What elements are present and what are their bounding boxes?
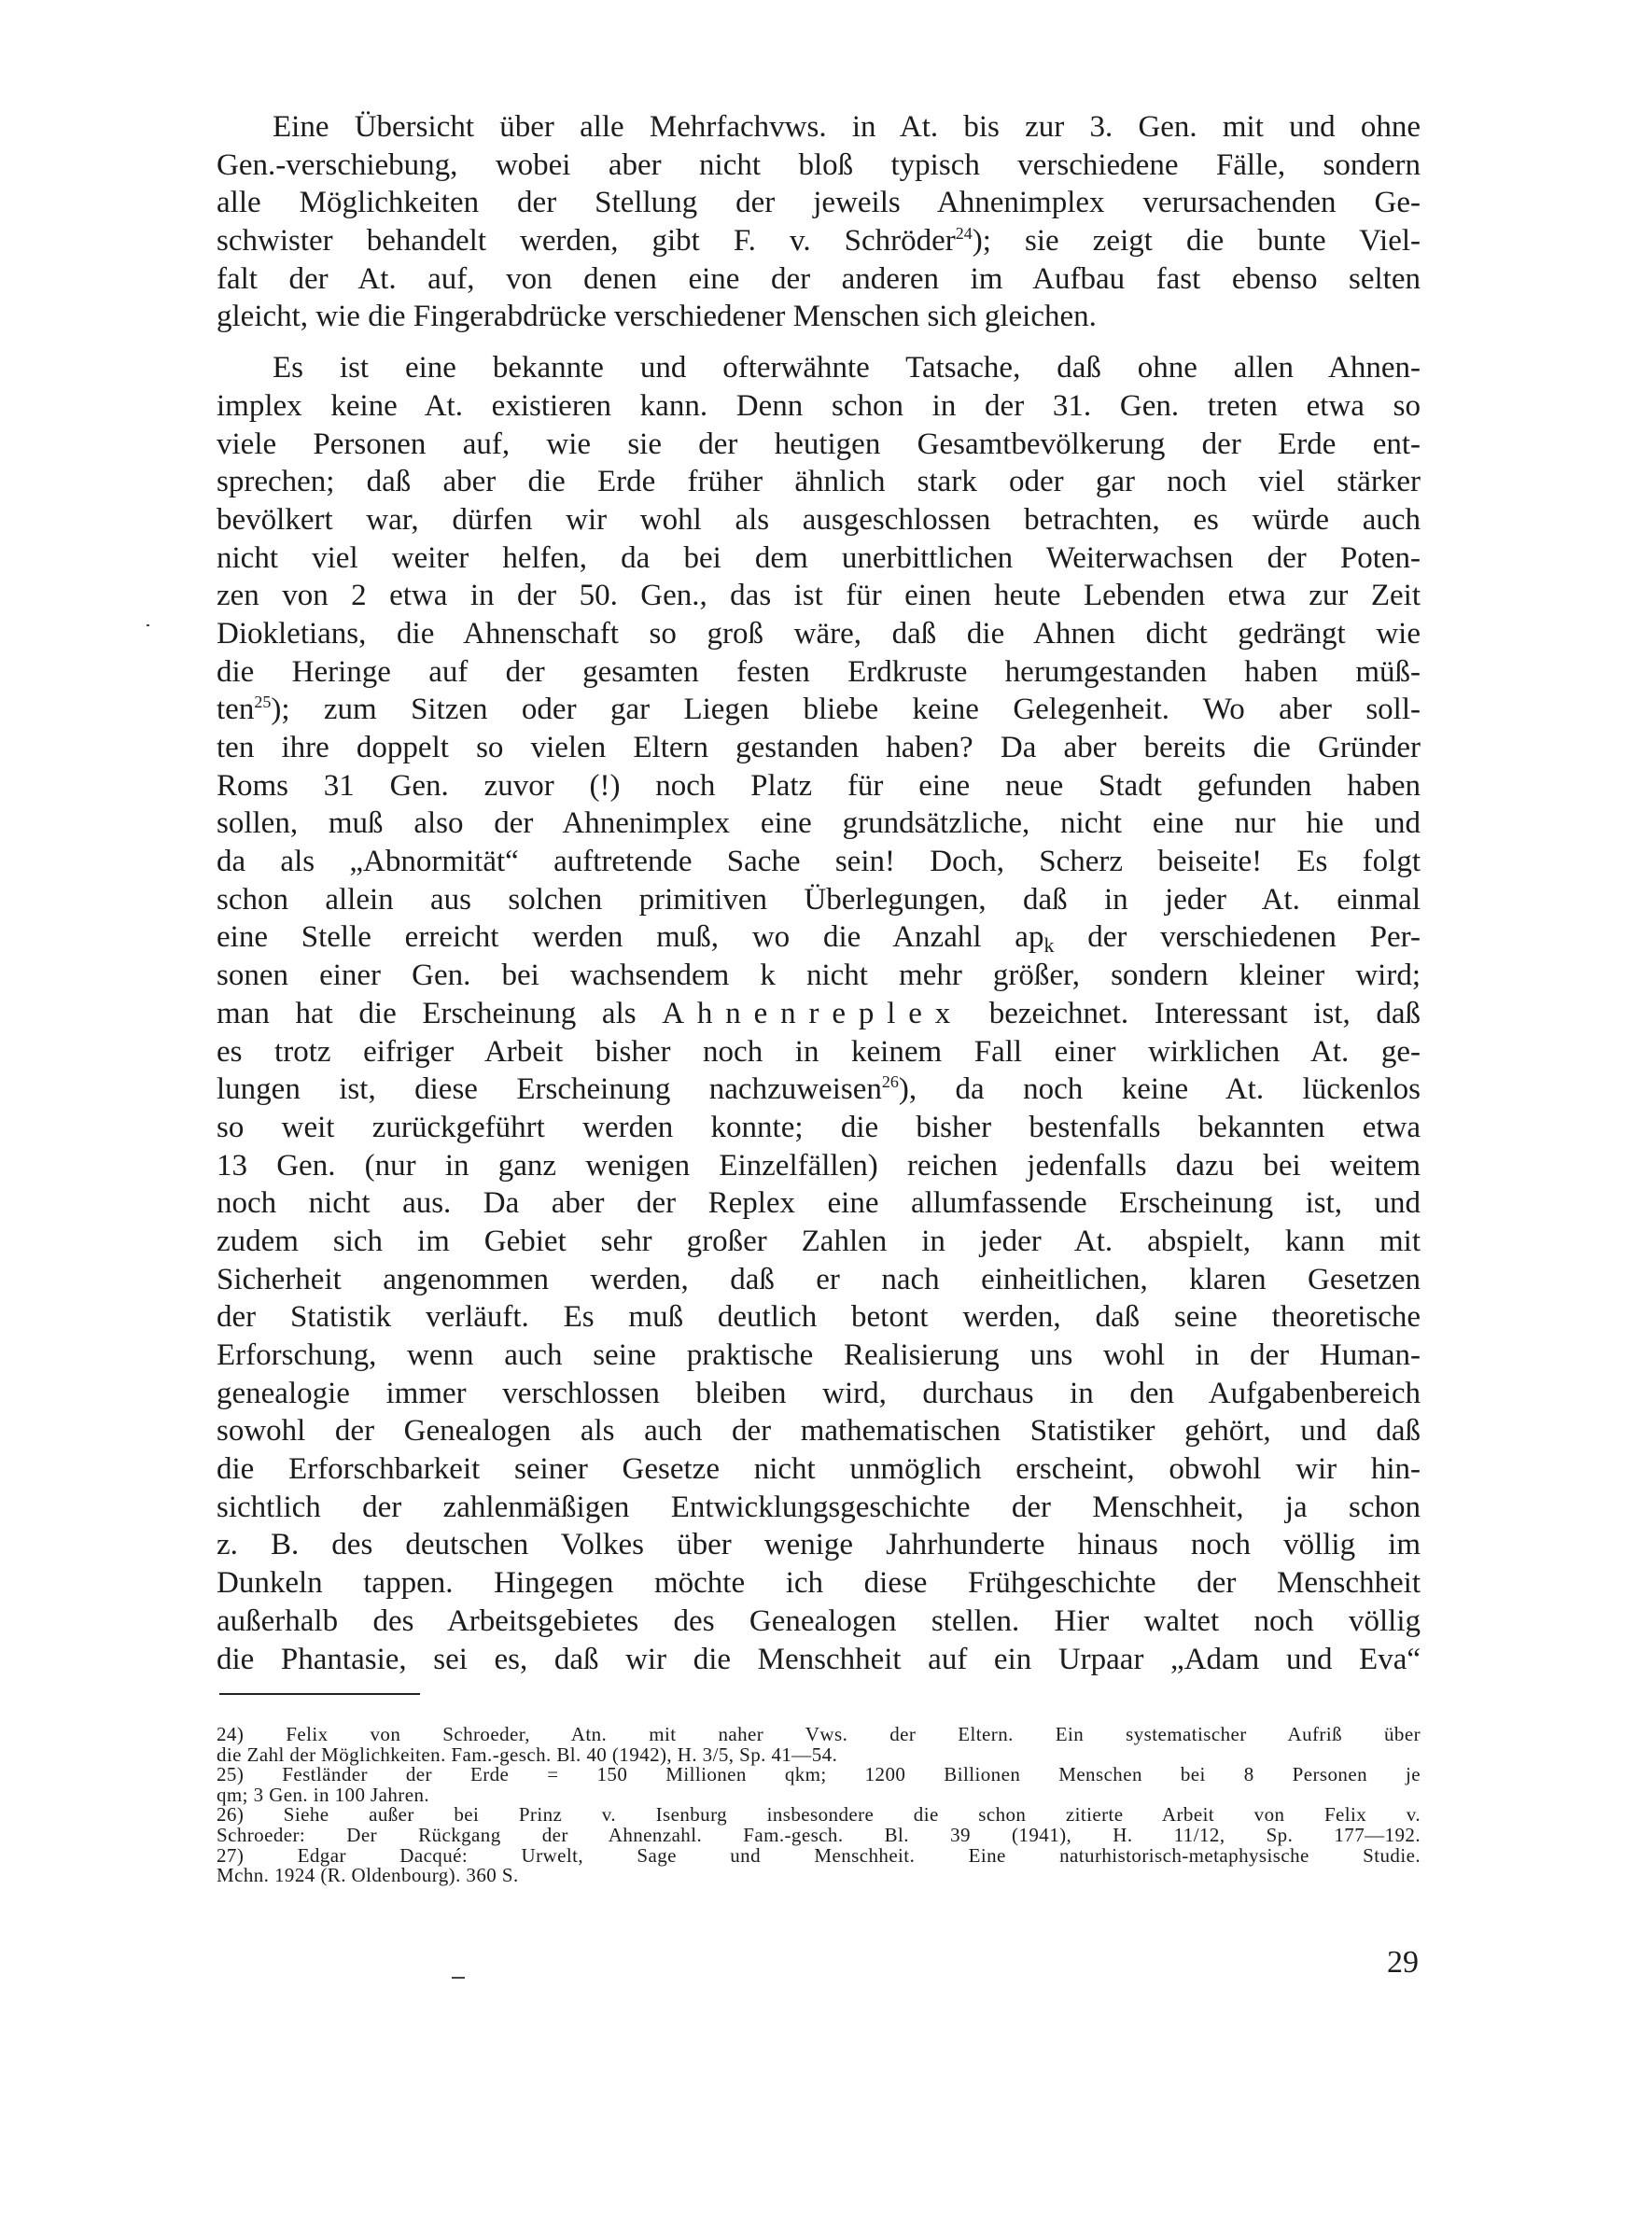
footnote-line: 26) Siehe außer bei Prinz v. Isenburg insbesondere die schon zitierte Arbeit von Felix v. [217, 1803, 1421, 1827]
text-line: Eine Übersicht über alle Mehrfachvws. in At. bis zur 3. Gen. mit und ohne [273, 110, 1421, 144]
text-line: der Statistik verläuft. Es muß deutlich betont werden, daß seine theoretische [217, 1300, 1421, 1335]
footnote-27 [217, 1843, 1421, 1887]
footnote-ref-26[interactable]: 26 [881, 1072, 899, 1092]
text-line: Gen.-verschiebung, wobei aber nicht bloß typisch verschiedene Fälle, sondern [217, 147, 1421, 182]
footnote-25 [217, 1765, 1421, 1805]
footnote-line: 25) Festländer der Erde = 150 Millionen qkm; 1200 Billionen Menschen bei 8 Personen je [217, 1763, 1421, 1786]
footnote-separator [219, 1693, 420, 1695]
text-line: so weit zurückgeführt werden konnte; die bisher bestenfalls bekannten etwa [217, 1110, 1421, 1144]
text-segment: schwister behandelt werden, gibt F. v. Schröder [217, 224, 956, 259]
text-line [217, 222, 1421, 260]
text-line: sichtlich der zahlenmäßigen Entwicklungsgeschichte der Menschheit, ja schon [217, 1490, 1421, 1524]
subscript-k: k [1043, 933, 1055, 958]
text-segment: eine Stelle erreicht werden muß, wo die Anzahl ap [217, 920, 1044, 955]
text-segment: ); sie zeigt die bunte Viel- [972, 224, 1421, 259]
text-line: zen von 2 etwa in der 50. Gen., das ist für einen heute Lebenden etwa zur Zeit [217, 579, 1421, 613]
text-line: Diokletians, die Ahnenschaft so groß wäre, daß die Ahnen dicht gedrängt wie [217, 616, 1421, 651]
text-line: sprechen; daß aber die Erde früher ähnlich stark oder gar noch viel stärker [217, 465, 1421, 499]
emphasized-term: Ahnenreplex [662, 996, 964, 1030]
paragraph-2 [217, 349, 1421, 1678]
footnote-line: Schroeder: Der Rückgang der Ahnenzahl. Fam.-gesch. Bl. 39 (1941), H. 11/12, Sp. 177—192. [217, 1823, 1421, 1846]
text-line: die Heringe auf der gesamten festen Erdkruste herumgestanden haben müß- [217, 654, 1421, 689]
text-line: implex keine At. existieren kann. Denn schon in der 31. Gen. treten etwa so [217, 388, 1421, 423]
body-text [217, 108, 1421, 1678]
text-line: schon allein aus solchen primitiven Überlegungen, daß in jeder At. einmal [217, 882, 1421, 917]
text-segment: ), da noch keine At. lückenlos [898, 1072, 1421, 1107]
footnote-line: 27) Edgar Dacqué: Urwelt, Sage und Menschheit. Eine naturhistorisch-metaphysische Studie. [217, 1843, 1421, 1867]
text-line: alle Möglichkeiten der Stellung der jeweils Ahnenimplex verursachenden Ge- [217, 186, 1421, 220]
text-line: gleicht, wie die Fingerabdrücke verschiedener Menschen sich gleichen. [217, 300, 1097, 334]
footnote-ref-24[interactable]: 24 [955, 224, 973, 244]
text-line [217, 691, 1421, 729]
text-line [217, 918, 1421, 957]
text-line: Dunkeln tappen. Hingegen möchte ich diese Frühgeschichte der Menschheit [217, 1566, 1421, 1601]
text-line: z. B. des deutschen Volkes über wenige Jahrhunderte hinaus noch völlig im [217, 1528, 1421, 1562]
text-segment: bezeichnet. Interessant ist, daß [963, 996, 1421, 1030]
text-line: zudem sich im Gebiet sehr großer Zahlen in jeder At. abspielt, kann mit [217, 1224, 1421, 1258]
text-line: noch nicht aus. Da aber der Replex eine allumfassende Erscheinung ist, und [217, 1186, 1421, 1221]
footnotes [217, 1725, 1421, 1886]
text-line: viele Personen auf, wie sie der heutigen Gesamtbevölkerung der Erde ent- [217, 427, 1421, 461]
footnote-line: Mchn. 1924 (R. Oldenbourg). 360 S. [217, 1864, 519, 1887]
text-line: sowohl der Genealogen als auch der mathematischen Statistiker gehört, und daß [217, 1414, 1421, 1449]
text-line: nicht viel weiter helfen, da bei dem unerbittlichen Weiterwachsen der Poten- [217, 540, 1421, 575]
text-segment: der verschiedenen Per- [1054, 920, 1421, 955]
text-line: 13 Gen. (nur in ganz wenigen Einzelfällen) reichen jedenfalls dazu bei weitem [217, 1148, 1421, 1183]
text-line [217, 995, 1421, 1033]
text-segment: ten [217, 693, 255, 727]
text-line: genealogie immer verschlossen bleiben wird, durchaus in den Aufgabenbereich [217, 1376, 1421, 1410]
footnote-line: qm; 3 Gen. in 100 Jahren. [217, 1783, 430, 1806]
text-line: ten ihre doppelt so vielen Eltern gestanden haben? Da aber bereits die Gründer [217, 731, 1421, 764]
footnote-line: die Zahl der Möglichkeiten. Fam.-gesch. Bl. 40 (1942), H. 3/5, Sp. 41—54. [217, 1743, 838, 1766]
text-line: Roms 31 Gen. zuvor (!) noch Platz für eine neue Stadt gefunden haben [217, 768, 1421, 803]
text-line: Sicherheit angenommen werden, daß er nach einheitlichen, klaren Gesetzen [217, 1262, 1421, 1296]
text-line: da als „Abnormität“ auftretende Sache sein! Doch, Scherz beiseite! Es folgt [217, 845, 1421, 879]
footnote-line: 24) Felix von Schroeder, Atn. mit naher Vws. der Eltern. Ein systematischer Aufriß über [217, 1723, 1421, 1745]
footnote-24 [217, 1725, 1421, 1765]
text-line: außerhalb des Arbeitsgebietes des Genealogen stellen. Hier waltet noch völlig [217, 1603, 1421, 1638]
text-line: die Phantasie, sei es, daß wir die Menschheit auf ein Urpaar „Adam und Eva“ [217, 1642, 1421, 1676]
text-line: falt der At. auf, von denen eine der anderen im Aufbau fast ebenso selten [217, 261, 1421, 296]
text-line: Es ist eine bekannte und ofterwähnte Tatsache, daß ohne allen Ahnen- [273, 351, 1421, 385]
text-line: sollen, muß also der Ahnenimplex eine grundsätzliche, nicht eine nur hie und [217, 806, 1421, 841]
scan-speck [147, 624, 149, 626]
footnote-ref-25[interactable]: 25 [254, 693, 272, 712]
text-segment: lungen ist, diese Erscheinung nachzuweisen [217, 1072, 882, 1107]
paragraph-1 [217, 108, 1421, 336]
text-line [217, 1071, 1421, 1109]
text-line: bevölkert war, dürfen wir wohl als ausgeschlossen betrachten, es würde auch [217, 502, 1421, 537]
text-line: die Erforschbarkeit seiner Gesetze nicht unmöglich erscheint, obwohl wir hin- [217, 1452, 1421, 1487]
text-line: sonen einer Gen. bei wachsendem k nicht mehr größer, sondern kleiner wird; [217, 959, 1421, 993]
text-line: Erforschung, wenn auch seine praktische Realisierung uns wohl in der Human- [217, 1338, 1421, 1372]
footnote-26 [217, 1805, 1421, 1845]
scan-speck [452, 1977, 465, 1979]
text-line: es trotz eifriger Arbeit bisher noch in keinem Fall einer wirklichen At. ge- [217, 1034, 1421, 1069]
text-segment: ); zum Sitzen oder gar Liegen bliebe keine Gelegenheit. Wo aber soll- [271, 693, 1421, 727]
page-number: 29 [1387, 1945, 1419, 1980]
text-segment: man hat die Erscheinung als [217, 996, 637, 1030]
